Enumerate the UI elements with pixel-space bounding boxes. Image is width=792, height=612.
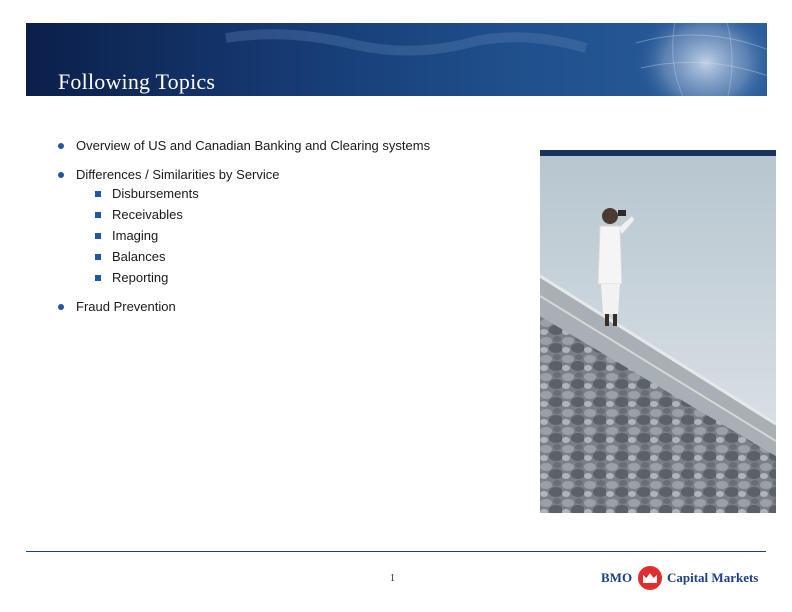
logo-bmo-text: BMO [601, 570, 633, 585]
bmo-capital-markets-logo [601, 566, 771, 592]
sub-bullet-text: Balances [112, 249, 166, 264]
square-bullet-icon [95, 212, 101, 218]
square-bullet-icon [95, 254, 101, 260]
sub-bullet-item [58, 204, 528, 225]
square-bullet-icon [95, 191, 101, 197]
bullet-text: Overview of US and Canadian Banking and Clearing systems [76, 138, 431, 153]
square-bullet-icon [95, 233, 101, 239]
sub-bullet-text: Disbursements [112, 186, 199, 201]
sub-bullet-item [58, 183, 528, 204]
square-bullet-icon [95, 275, 101, 281]
logo-capital-markets-text: Capital Markets [667, 570, 759, 585]
bullet-text: Differences / Similarities by Service [76, 167, 280, 182]
bullet-text: Fraud Prevention [76, 299, 176, 314]
bullet-item [58, 167, 528, 183]
woman-binoculars-photo [540, 150, 776, 513]
bullet-dot-icon [58, 304, 64, 310]
footer-divider [26, 551, 766, 552]
sub-bullet-item [58, 267, 528, 288]
bmo-roundel-icon [638, 566, 662, 590]
sub-bullet-text: Receivables [112, 207, 183, 222]
bullet-list [58, 138, 528, 315]
bullet-dot-icon [58, 172, 64, 178]
sub-bullet-text: Reporting [112, 270, 169, 285]
sub-bullet-item [58, 246, 528, 267]
sub-bullet-text: Imaging [112, 228, 159, 243]
bullet-item [58, 299, 528, 315]
sub-bullet-item [58, 225, 528, 246]
bullet-dot-icon [58, 143, 64, 149]
header-banner [26, 23, 767, 96]
slide-title: Following Topics [58, 69, 216, 94]
page-number: 1 [390, 573, 395, 584]
bullet-item [58, 138, 528, 154]
